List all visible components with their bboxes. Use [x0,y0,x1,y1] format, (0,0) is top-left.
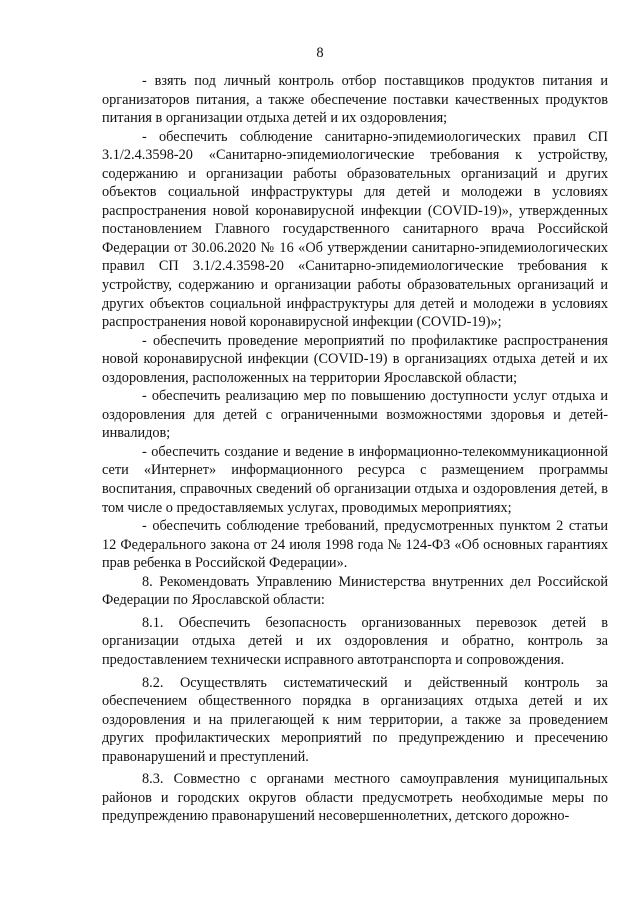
paragraph-item-8-2: 8.2. Осуществлять систематический и действенный контроль за обеспечением общественного порядка в организациях отдыха детей и их оздоровления и на прилегающей к ним территории, а также за проведением других профилактических мероприятий по предупреждению и пресечению правонарушений и преступлений. [102,674,608,765]
paragraph-sanitary-rules: - обеспечить соблюдение санитарно-эпидемиологических правил СП 3.1/2.4.3598-20 «Санитарно-эпидемиологические требования к устройству, содержанию и организации работы образовательных организаций и других объектов социальной инфраструктуры для детей и молодежи в условиях распространения новой коронавирусной инфекции (COVID-19)», утвержденных постановлением Главного государственного санитарного врача Российской Федерации от 30.06.2020 № 16 «Об утверждении санитарно-эпидемиологических правил СП 3.1/2.4.3598-20 «Санитарно-эпидемиологические требования к устройству, содержанию и организации работы образовательных организаций и других объектов социальной инфраструктуры для детей и молодежи в условиях распространения новой коронавирусной инфекции (COVID-19)»; [102,128,608,331]
paragraph-covid-prevention: - обеспечить проведение мероприятий по профилактике распространения новой коронавирусной инфекции (COVID-19) в организациях отдыха детей и их оздоровления, расположенных на территории Ярославской области; [102,332,608,386]
document-body [102,72,608,826]
paragraph-internet-resource: - обеспечить создание и ведение в информационно-телекоммуникационной сети «Интернет» информационного ресурса с размещением программы воспитания, справочных сведений об организации отдыха и оздоровления детей, в том числе о предоставляемых услугах, проводимых мероприятиях; [102,443,608,516]
paragraph-federal-law: - обеспечить соблюдение требований, предусмотренных пунктом 2 статьи 12 Федерального закона от 24 июля 1998 года № 124-ФЗ «Об основных гарантиях прав ребенка в Российской Федерации». [102,518,608,572]
paragraph-item-8-3: 8.3. Совместно с органами местного самоуправления муниципальных районов и городских округов области предусмотреть необходимые меры по предупреждению правонарушений несовершеннолетних, детского дорожно- [102,771,608,825]
paragraph-accessibility: - обеспечить реализацию мер по повышению доступности услуг отдыха и оздоровления для детей с ограниченными возможностями здоровья и детей-инвалидов; [102,388,608,442]
page-number: 8 [316,45,324,61]
paragraph-item-8-1: 8.1. Обеспечить безопасность организованных перевозок детей в организации отдыха детей и их оздоровления и обратно, контроль за предоставлением технически исправного автотранспорта и сопровождения. [102,614,608,668]
paragraph-supplier-control: - взять под личный контроль отбор поставщиков продуктов питания и организаторов питания, а также обеспечение поставки качественных продуктов питания в организации отдыха детей и их оздоровления; [102,73,608,127]
paragraph-item-8: 8. Рекомендовать Управлению Министерства внутренних дел Российской Федерации по Ярославской области: [102,573,608,609]
